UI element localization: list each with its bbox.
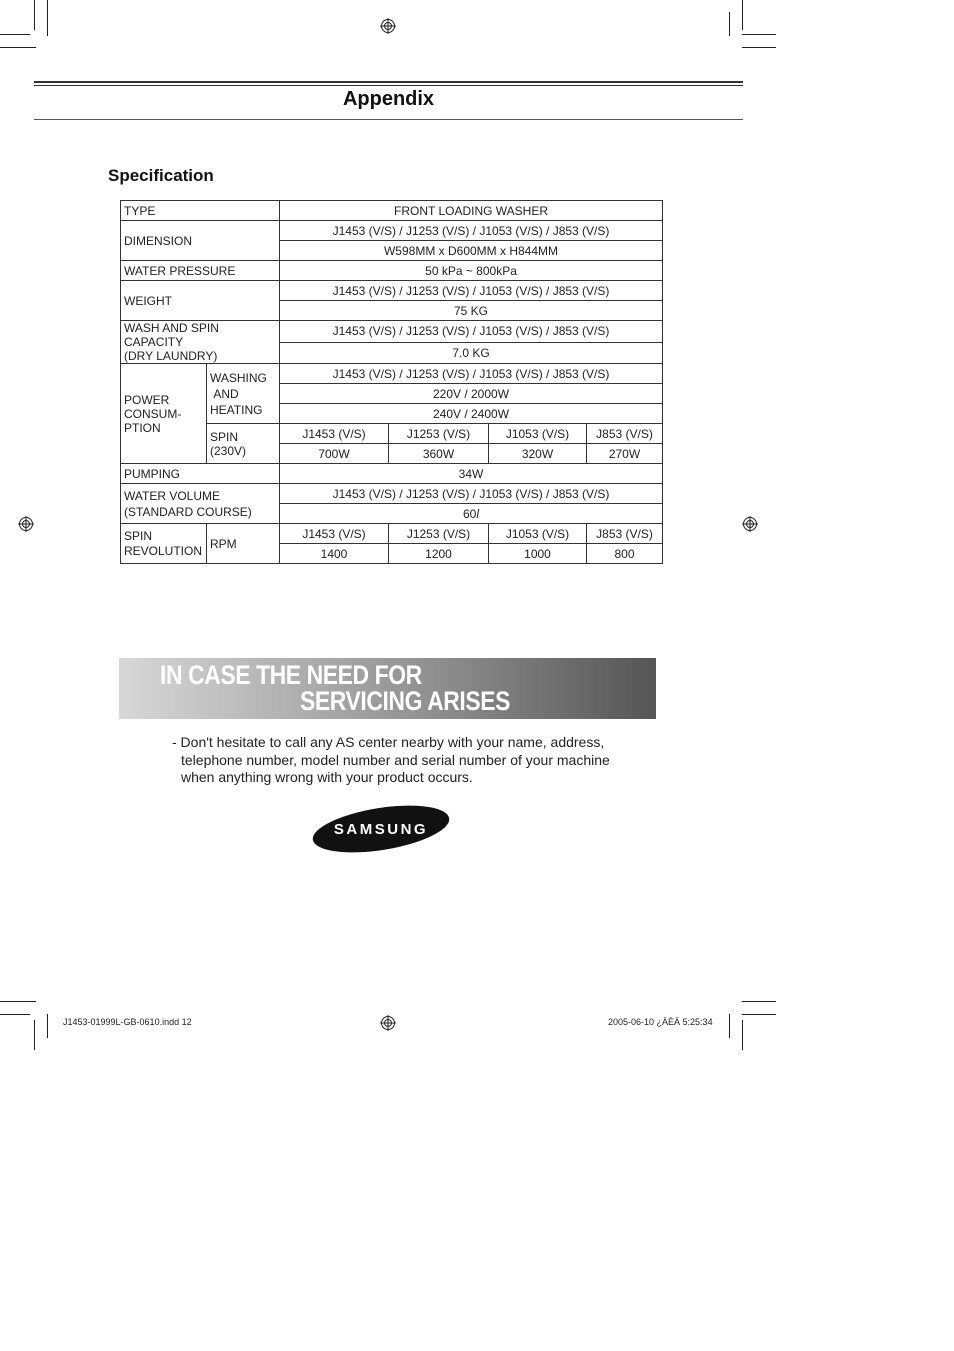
table-row — [121, 221, 663, 241]
model-cell: J1453 (V/S) — [280, 424, 389, 444]
spec-label: PUMPING — [121, 464, 280, 484]
spec-label — [121, 364, 207, 464]
label-line: REVOLUTION — [124, 543, 203, 558]
value-cell: 800 — [587, 544, 663, 564]
spec-models: J1453 (V/S) / J1253 (V/S) / J1053 (V/S) / J853 (V/S) — [280, 281, 663, 301]
spec-label: DIMENSION — [121, 221, 280, 261]
service-note — [172, 734, 642, 787]
note-line: when anything wrong with your product occurs. — [181, 769, 473, 785]
table-row — [121, 464, 663, 484]
spec-models: J1453 (V/S) / J1253 (V/S) / J1053 (V/S) / J853 (V/S) — [280, 221, 663, 241]
value-cell: 1400 — [280, 544, 389, 564]
page-title: Appendix — [342, 88, 435, 110]
spec-sublabel: RPM — [207, 524, 280, 564]
banner-heading-line2: SERVICING ARISES — [300, 686, 511, 716]
spec-value — [280, 504, 663, 524]
label-line: (DRY LAUNDRY) — [124, 349, 218, 363]
value-cell: 360W — [389, 444, 489, 464]
value-cell: 700W — [280, 444, 389, 464]
note-line: telephone number, model number and serial number of your machine — [181, 751, 610, 768]
spec-models: J1453 (V/S) / J1253 (V/S) / J1053 (V/S) / J853 (V/S) — [280, 321, 663, 343]
spec-label: WATER PRESSURE — [121, 261, 280, 281]
spec-label: TYPE — [121, 201, 280, 221]
spec-value: FRONT LOADING WASHER — [280, 201, 663, 221]
label-line: HEATING — [210, 402, 263, 417]
model-cell: J1053 (V/S) — [489, 424, 587, 444]
banner-heading-line1: IN CASE THE NEED FOR — [160, 660, 422, 690]
table-row — [121, 364, 663, 384]
spec-value: 220V / 2000W — [280, 384, 663, 404]
table-row — [121, 201, 663, 221]
crop-mark — [47, 1014, 48, 1038]
model-cell: J1453 (V/S) — [280, 524, 389, 544]
crop-mark — [742, 1014, 776, 1015]
model-cell: J853 (V/S) — [587, 424, 663, 444]
crop-mark — [0, 34, 30, 35]
logo-text: SAMSUNG — [333, 821, 429, 838]
spec-label — [121, 484, 280, 524]
crop-mark — [742, 47, 776, 48]
crop-mark — [34, 1020, 35, 1050]
label-line: AND — [213, 386, 239, 401]
registration-mark-icon — [380, 1015, 396, 1031]
spec-label: WEIGHT — [121, 281, 280, 321]
header-rule — [34, 85, 743, 86]
spec-value: 7.0 KG — [280, 342, 663, 364]
water-volume-number: 60 — [462, 506, 477, 521]
header-rule — [34, 119, 743, 120]
value-cell: 320W — [489, 444, 587, 464]
table-row — [121, 484, 663, 504]
label-line: CONSUM- — [124, 406, 182, 421]
value-cell: 1000 — [489, 544, 587, 564]
registration-mark-icon — [18, 516, 34, 532]
crop-mark — [0, 47, 36, 48]
crop-mark — [742, 1001, 776, 1002]
spec-table — [120, 200, 663, 564]
crop-mark — [742, 0, 743, 30]
table-row — [121, 261, 663, 281]
crop-mark — [34, 0, 35, 30]
spec-label — [121, 321, 280, 364]
registration-mark-icon — [742, 516, 758, 532]
spec-label — [121, 524, 207, 564]
spec-models: J1453 (V/S) / J1253 (V/S) / J1053 (V/S) / J853 (V/S) — [280, 364, 663, 384]
crop-mark — [742, 34, 776, 35]
crop-mark — [729, 12, 730, 36]
crop-mark — [742, 1020, 743, 1050]
crop-mark — [47, 0, 48, 36]
samsung-logo — [311, 804, 451, 854]
model-cell: J1253 (V/S) — [389, 424, 489, 444]
spec-value: 75 KG — [280, 301, 663, 321]
spec-value: 34W — [280, 464, 663, 484]
label-line: POWER — [124, 392, 170, 407]
label-line: SPIN — [124, 528, 153, 543]
spec-value: 50 kPa ~ 800kPa — [280, 261, 663, 281]
section-title: Specification — [108, 166, 214, 185]
value-cell: 270W — [587, 444, 663, 464]
label-line: (STANDARD COURSE) — [124, 504, 252, 519]
label-line: WASHING — [210, 370, 267, 385]
model-cell: J853 (V/S) — [587, 524, 663, 544]
table-row — [121, 524, 663, 544]
model-cell: J1253 (V/S) — [389, 524, 489, 544]
water-volume-unit: l — [476, 506, 480, 521]
footer-file-info: J1453-01999L-GB-0610.indd 12 — [63, 1017, 192, 1027]
label-line: WATER VOLUME — [124, 488, 221, 503]
note-line: - Don't hesitate to call any AS center nearby with your name, address, — [172, 734, 605, 750]
spec-value: W598MM x D600MM x H844MM — [280, 241, 663, 261]
registration-mark-icon — [380, 18, 396, 34]
table-row — [121, 321, 663, 343]
footer-timestamp: 2005-06-10 ¿ÀÈÄ 5:25:34 — [608, 1017, 713, 1027]
spec-models: J1453 (V/S) / J1253 (V/S) / J1053 (V/S) / J853 (V/S) — [280, 484, 663, 504]
header-rule — [34, 81, 743, 83]
label-line: WASH AND SPIN CAPACITY — [124, 321, 219, 349]
label-line: PTION — [124, 420, 161, 435]
model-cell: J1053 (V/S) — [489, 524, 587, 544]
crop-mark — [0, 1014, 30, 1015]
crop-mark — [729, 1014, 730, 1038]
spec-value: 240V / 2400W — [280, 404, 663, 424]
table-row — [121, 281, 663, 301]
value-cell: 1200 — [389, 544, 489, 564]
crop-mark — [0, 1001, 36, 1002]
spec-sublabel — [207, 364, 280, 424]
spec-sublabel: SPIN (230V) — [207, 424, 280, 464]
